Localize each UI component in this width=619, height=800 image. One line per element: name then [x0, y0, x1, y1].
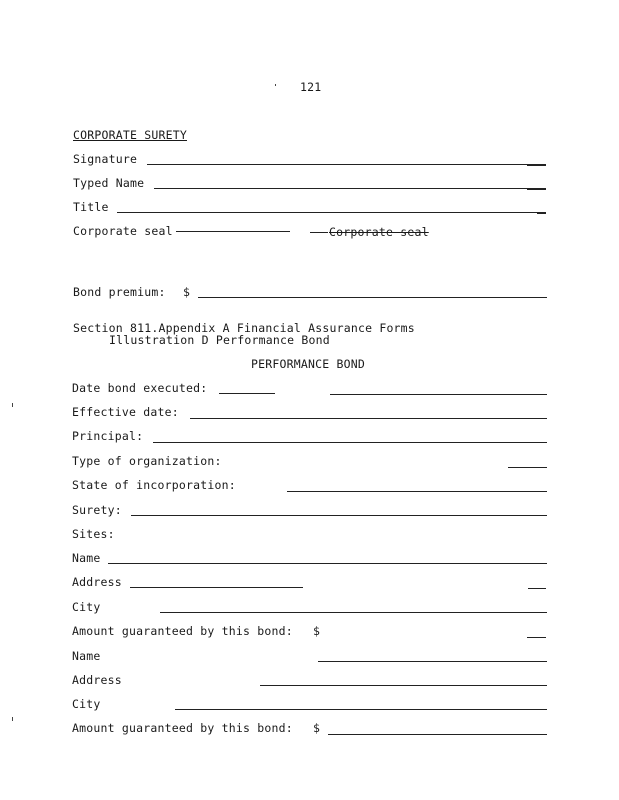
- corporate-seal-struck: Corporate seal: [329, 225, 429, 239]
- bond-premium-currency: $: [183, 285, 191, 299]
- site-1-city-field[interactable]: [160, 612, 547, 613]
- title-field-end: [537, 212, 546, 214]
- typed-name-field[interactable]: [154, 188, 527, 189]
- effective-date-field[interactable]: [190, 418, 547, 419]
- site-1-amount-currency: $: [313, 624, 321, 638]
- corporate-seal-field[interactable]: [176, 231, 290, 232]
- corporate-seal-label: Corporate seal: [73, 224, 173, 238]
- surety-field[interactable]: [131, 515, 547, 516]
- site-2-name-field[interactable]: [318, 661, 547, 662]
- corporate-surety-heading: CORPORATE SURETY: [73, 128, 187, 142]
- effective-date-label: Effective date:: [72, 405, 179, 419]
- site-2-address-label: Address: [72, 673, 122, 687]
- title-label: Title: [73, 200, 109, 214]
- site-1-amount-field[interactable]: [527, 637, 546, 638]
- site-2-amount-currency: $: [313, 721, 321, 735]
- section-subheading: Illustration D Performance Bond: [109, 333, 330, 347]
- date-bond-executed-field[interactable]: [219, 393, 275, 394]
- principal-field[interactable]: [153, 442, 547, 443]
- date-bond-executed-label: Date bond executed:: [72, 381, 208, 395]
- form-title: PERFORMANCE BOND: [251, 357, 365, 371]
- date-bond-executed-field-2[interactable]: [330, 394, 547, 395]
- signature-label: Signature: [73, 152, 138, 166]
- typed-name-field-end: [527, 188, 546, 190]
- principal-label: Principal:: [72, 429, 144, 443]
- state-of-incorporation-field[interactable]: [287, 491, 547, 492]
- section-heading: Section 811.Appendix A Financial Assurance Forms: [73, 321, 415, 335]
- signature-field-end: [527, 164, 546, 166]
- corporate-seal-struck-rule: [310, 232, 328, 233]
- signature-field[interactable]: [147, 164, 527, 165]
- title-field[interactable]: [117, 212, 537, 213]
- site-2-amount-label: Amount guaranteed by this bond:: [72, 721, 293, 735]
- site-2-name-label: Name: [72, 649, 101, 663]
- site-1-city-label: City: [72, 600, 101, 614]
- site-1-address-field[interactable]: [130, 587, 303, 588]
- sites-label: Sites:: [72, 527, 115, 541]
- site-1-address-label: Address: [72, 575, 122, 589]
- scan-speck: [12, 403, 13, 407]
- site-1-name-label: Name: [72, 551, 101, 565]
- bond-premium-field[interactable]: [198, 297, 547, 298]
- site-2-amount-field[interactable]: [328, 734, 547, 735]
- scan-speck: [275, 84, 276, 86]
- page-number: 121: [300, 80, 322, 94]
- site-1-address-field-2[interactable]: [528, 588, 546, 589]
- typed-name-label: Typed Name: [73, 176, 145, 190]
- scan-speck: [12, 717, 13, 721]
- site-1-amount-label: Amount guaranteed by this bond:: [72, 624, 293, 638]
- type-of-organization-label: Type of organization:: [72, 454, 222, 468]
- type-of-organization-field[interactable]: [508, 467, 547, 468]
- state-of-incorporation-label: State of incorporation:: [72, 478, 236, 492]
- site-2-city-label: City: [72, 697, 101, 711]
- site-2-address-field[interactable]: [260, 685, 547, 686]
- bond-premium-label: Bond premium:: [73, 285, 166, 299]
- surety-label: Surety:: [72, 503, 122, 517]
- site-1-name-field[interactable]: [108, 563, 547, 564]
- site-2-city-field[interactable]: [175, 709, 547, 710]
